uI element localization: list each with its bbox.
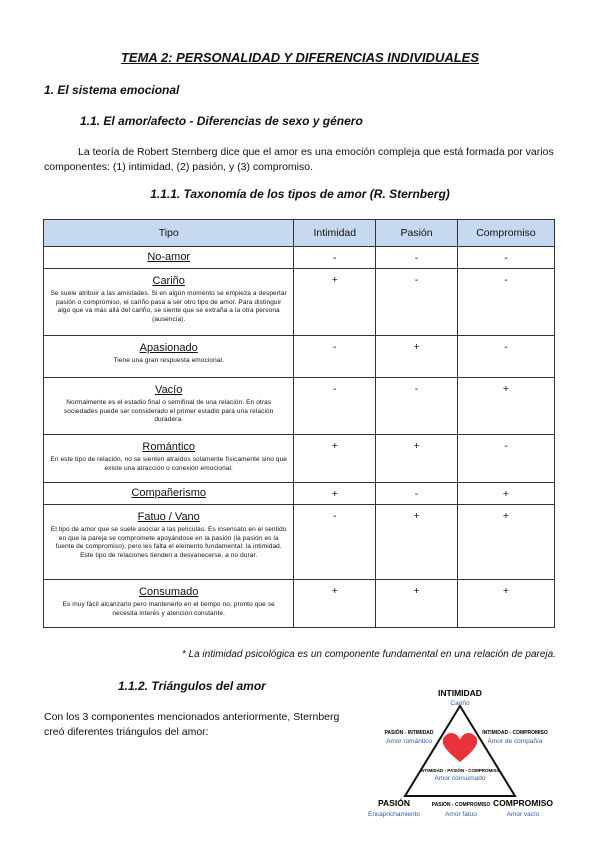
tri-left-mid-sub: Amor romántico: [386, 738, 432, 745]
table-row: [44, 336, 555, 378]
type-description: Se suele atribuir a las amistades. Si en algún momento se empieza a despertar pasión o compromiso, el cariño pasa a ser otro tipo de amor. Para distinguir algo que va más allá del cariño, se siente que se extraña a la otra persona (ausencia).: [50, 290, 287, 323]
type-description: Normalmente es el estadio final o semifinal de una relación. En otras sociedades puede ser considerado el primer estadio para una relación duradera.: [63, 399, 274, 423]
intimidad-value: +: [294, 580, 376, 628]
tri-br-title: COMPROMISO: [493, 798, 553, 808]
compromiso-value: -: [457, 336, 554, 378]
intimidad-value: -: [294, 336, 376, 378]
table-row: [44, 435, 555, 483]
compromiso-value: +: [457, 483, 554, 505]
tri-right-mid-sub: Amor de compañía: [487, 738, 543, 745]
triangles-paragraph: Con los 3 componentes mencionados anteriormente, Sternberg creó diferentes triángulos del amor:: [44, 711, 340, 738]
compromiso-value: -: [457, 269, 554, 336]
type-name: Consumado: [139, 586, 199, 598]
intro-paragraph: La teoría de Robert Sternberg dice que el amor es una emoción compleja que está formada por varios componentes: (1) intimidad, (2) pasión, y (3) compromiso.: [44, 146, 554, 173]
type-cell: [44, 378, 294, 435]
type-name: Vacío: [155, 384, 183, 396]
intimidad-value: -: [294, 247, 376, 269]
tri-center-sub: Amor consumado: [434, 775, 486, 782]
type-name: No-amor: [147, 251, 191, 263]
type-name: Compañerismo: [131, 487, 206, 499]
tri-left-mid-title: PASIÓN - INTIMIDAD: [384, 730, 434, 736]
header-intimidad: Intimidad: [294, 220, 376, 247]
type-description: El tipo de amor que se suele asociar a las películas. Es insensato en el sentido en que la pareja se compromete apoyándose en la pasión (la pasión es la fuente de compromiso), pero les falta el elemento fundamental: la intimidad. Este tipo de relaciones tienden a desvanecerse, a no durar.: [50, 526, 287, 559]
intimidad-value: -: [294, 378, 376, 435]
type-cell: [44, 580, 294, 628]
header-tipo: Tipo: [44, 220, 294, 247]
pasion-value: +: [376, 435, 458, 483]
pasion-value: +: [376, 505, 458, 580]
document-title: TEMA 2: PERSONALIDAD Y DIFERENCIAS INDIVIDUALES: [120, 50, 480, 65]
type-cell: [44, 336, 294, 378]
compromiso-value: -: [457, 435, 554, 483]
type-cell: [44, 269, 294, 336]
table-row: [44, 378, 555, 435]
type-name: Romántico: [142, 441, 195, 453]
compromiso-value: +: [457, 505, 554, 580]
table-row: [44, 483, 555, 505]
type-name: Cariño: [152, 275, 185, 287]
footnote: * La intimidad psicológica es un componente fundamental en una relación de pareja.: [181, 649, 556, 660]
table-row: [44, 269, 555, 336]
section-heading-1: 1. El sistema emocional: [44, 83, 180, 97]
tri-bc-sub: Amor fatuo: [445, 811, 477, 818]
type-cell: [44, 435, 294, 483]
type-name: Fatuo / Vano: [137, 511, 200, 523]
type-cell: [44, 505, 294, 580]
tri-bc-title: PASIÓN - COMPROMISO: [431, 802, 491, 808]
pasion-value: -: [376, 483, 458, 505]
intimidad-value: -: [294, 505, 376, 580]
header-compromiso: Compromiso: [457, 220, 554, 247]
pasion-value: +: [376, 336, 458, 378]
pasion-value: +: [376, 580, 458, 628]
pasion-value: -: [376, 247, 458, 269]
section-heading-1-1-2: 1.1.2. Triángulos del amor: [118, 679, 266, 693]
type-description: En este tipo de relación, no se sienten atraídos solamente físicamente sino que existe una atracción o conexión emocional.: [50, 456, 288, 472]
section-heading-1-1-1: 1.1.1. Taxonomía de los tipos de amor (R. Sternberg): [150, 187, 450, 201]
compromiso-value: +: [457, 378, 554, 435]
intimidad-value: +: [294, 435, 376, 483]
type-description: Es muy fácil alcanzarlo pero mantenerlo en el tiempo no, pronto que se necesita interés y atención constante.: [62, 601, 275, 617]
table-row: [44, 580, 555, 628]
type-cell: [44, 247, 294, 269]
love-types-table: [43, 219, 555, 628]
intimidad-value: +: [294, 269, 376, 336]
compromiso-value: +: [457, 580, 554, 628]
tri-top-title: INTIMIDAD: [438, 688, 482, 698]
header-pasion: Pasión: [376, 220, 458, 247]
type-description: Tiene una gran respuesta emocional.: [113, 357, 224, 364]
section-heading-1-1: 1.1. El amor/afecto - Diferencias de sexo y género: [80, 114, 363, 128]
table-row: [44, 247, 555, 269]
table-header-row: [44, 220, 555, 247]
intimidad-value: +: [294, 483, 376, 505]
tri-bl-sub: Encaprichamiento: [367, 811, 421, 818]
type-cell: [44, 483, 294, 505]
type-name: Apasionado: [139, 342, 198, 354]
pasion-value: -: [376, 269, 458, 336]
tri-top-sub: Cariño: [450, 700, 470, 707]
compromiso-value: -: [457, 247, 554, 269]
pasion-value: -: [376, 378, 458, 435]
tri-br-sub: Amor vacío: [506, 811, 540, 818]
love-triangle-diagram: [365, 684, 595, 824]
tri-bl-title: PASIÓN: [378, 798, 410, 808]
tri-right-mid-title: INTIMIDAD - COMPROMISO: [482, 730, 548, 736]
table-row: [44, 505, 555, 580]
heart-icon: [443, 733, 478, 762]
tri-center-title: INTIMIDAD - PASIÓN - COMPROMISO: [420, 768, 500, 773]
